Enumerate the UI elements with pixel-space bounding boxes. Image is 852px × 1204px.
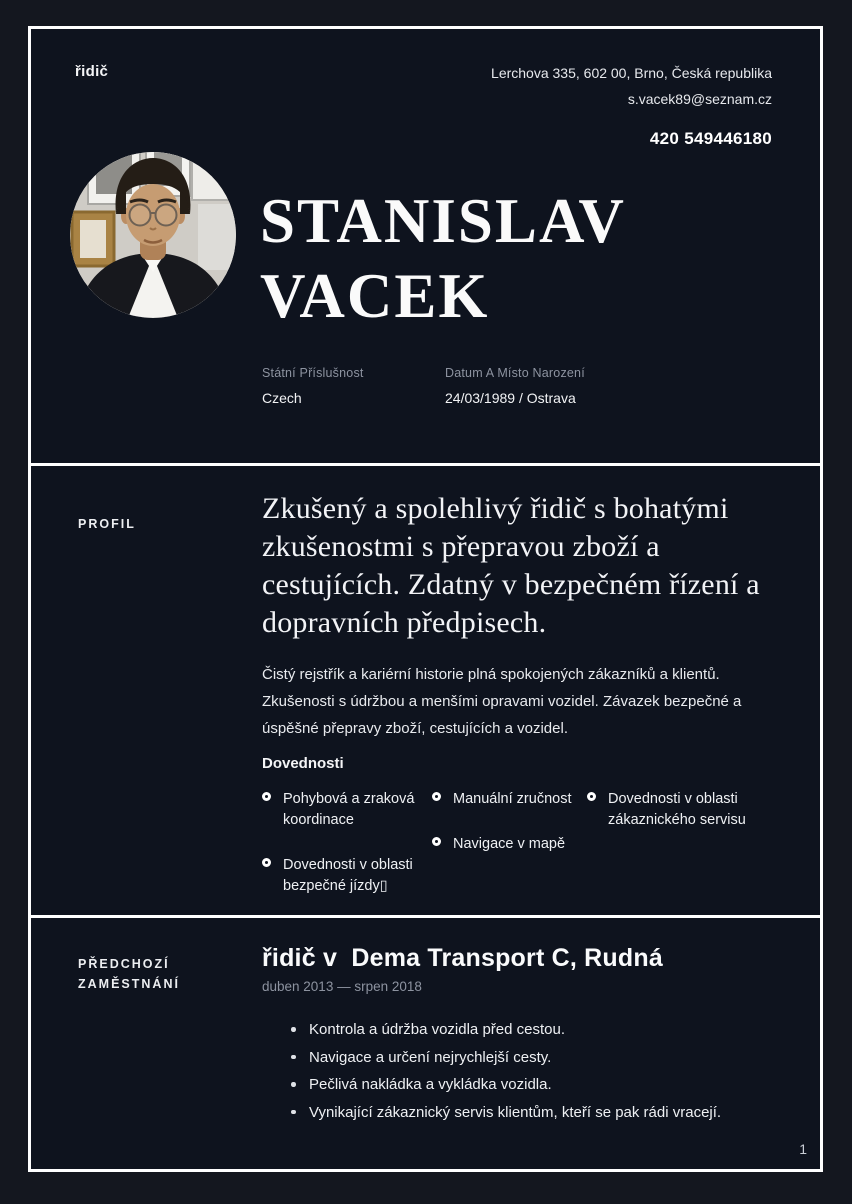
contact-address: Lerchova 335, 602 00, Brno, Česká republika bbox=[491, 65, 772, 81]
skill-label: Pohybová a zraková koordinace bbox=[283, 791, 415, 828]
ring-bullet-icon bbox=[587, 792, 596, 801]
person-name bbox=[260, 184, 626, 334]
ring-bullet-icon bbox=[262, 792, 271, 801]
employment-period: duben 2013 — srpen 2018 bbox=[262, 979, 422, 994]
contact-phone: 420 549446180 bbox=[649, 129, 772, 148]
employment-job-title: řidič v Dema Transport C, Rudná bbox=[262, 944, 663, 972]
employment-section bbox=[31, 918, 820, 1169]
skill-item bbox=[432, 789, 587, 810]
skill-item bbox=[262, 855, 432, 897]
employment-bullets bbox=[262, 1016, 802, 1126]
contact-email[interactable]: s.vacek89@seznam.cz bbox=[627, 91, 772, 107]
skills-list bbox=[262, 789, 810, 897]
ring-bullet-icon bbox=[432, 792, 441, 801]
field-label: Státní Příslušnost bbox=[262, 366, 364, 380]
employment-bullet: Navigace a určení nejrychlejší cesty. bbox=[285, 1044, 802, 1072]
employment-label-line2: ZAMĚSTNÁNÍ bbox=[78, 977, 180, 991]
profile-section bbox=[31, 466, 820, 918]
employment-bullet: Kontrola a údržba vozidla před cestou. bbox=[285, 1016, 802, 1044]
skill-item bbox=[262, 789, 432, 831]
skills-column bbox=[587, 789, 787, 897]
employment-entry bbox=[262, 944, 802, 1126]
field-nationality bbox=[262, 366, 445, 406]
employment-bullet: Pečlivá nakládka a vykládka vozidla. bbox=[285, 1071, 802, 1099]
first-name: STANISLAV bbox=[260, 186, 626, 256]
profile-content bbox=[262, 490, 810, 897]
skills-column bbox=[432, 789, 587, 897]
profile-headline: Zkušený a spolehlivý řidič s bohatými zkušenostmi s přepravou zboží a cestujících. Zdatný v bezpečném řízení a dopravních předpisech. bbox=[262, 492, 760, 639]
skill-label: Manuální zručnost bbox=[453, 791, 572, 807]
profile-description: Čistý rejstřík a kariérní historie plná spokojených zákazníků a klientů. Zkušenosti s údržbou a menšími opravami vozidel. Závazek bezpečné a úspěšné přepravy zboží, cestujících a vozidel. bbox=[262, 666, 742, 737]
profile-section-label: PROFIL bbox=[78, 517, 136, 531]
resume-card bbox=[28, 26, 823, 1172]
contact-block bbox=[491, 60, 772, 149]
ring-bullet-icon bbox=[432, 837, 441, 846]
skills-column bbox=[262, 789, 432, 897]
last-name: VACEK bbox=[260, 261, 490, 331]
header-section bbox=[31, 29, 820, 466]
skill-label: Navigace v mapě bbox=[453, 836, 566, 852]
field-value: 24/03/1989 / Ostrava bbox=[445, 390, 576, 406]
profile-photo bbox=[70, 152, 236, 318]
employment-label-line1: PŘEDCHOZÍ bbox=[78, 957, 170, 971]
field-label: Datum A Místo Narození bbox=[445, 366, 585, 380]
skills-title: Dovednosti bbox=[262, 755, 344, 772]
personal-fields bbox=[262, 366, 628, 406]
ring-bullet-icon bbox=[262, 858, 271, 867]
skill-label: Dovednosti v oblasti bezpečné jízdy▯ bbox=[283, 857, 413, 894]
field-value: Czech bbox=[262, 390, 302, 406]
job-label: řidič bbox=[75, 63, 109, 80]
skill-item bbox=[432, 834, 587, 855]
page-number: 1 bbox=[799, 1141, 807, 1157]
skill-item bbox=[587, 789, 787, 831]
employment-bullet: Vynikající zákaznický servis klientům, kteří se pak rádi vracejí. bbox=[285, 1099, 802, 1127]
field-birth bbox=[445, 366, 628, 406]
profile-photo-illustration bbox=[70, 152, 236, 318]
employment-section-label bbox=[78, 954, 180, 994]
skill-label: Dovednosti v oblasti zákaznického servisu bbox=[608, 791, 746, 828]
